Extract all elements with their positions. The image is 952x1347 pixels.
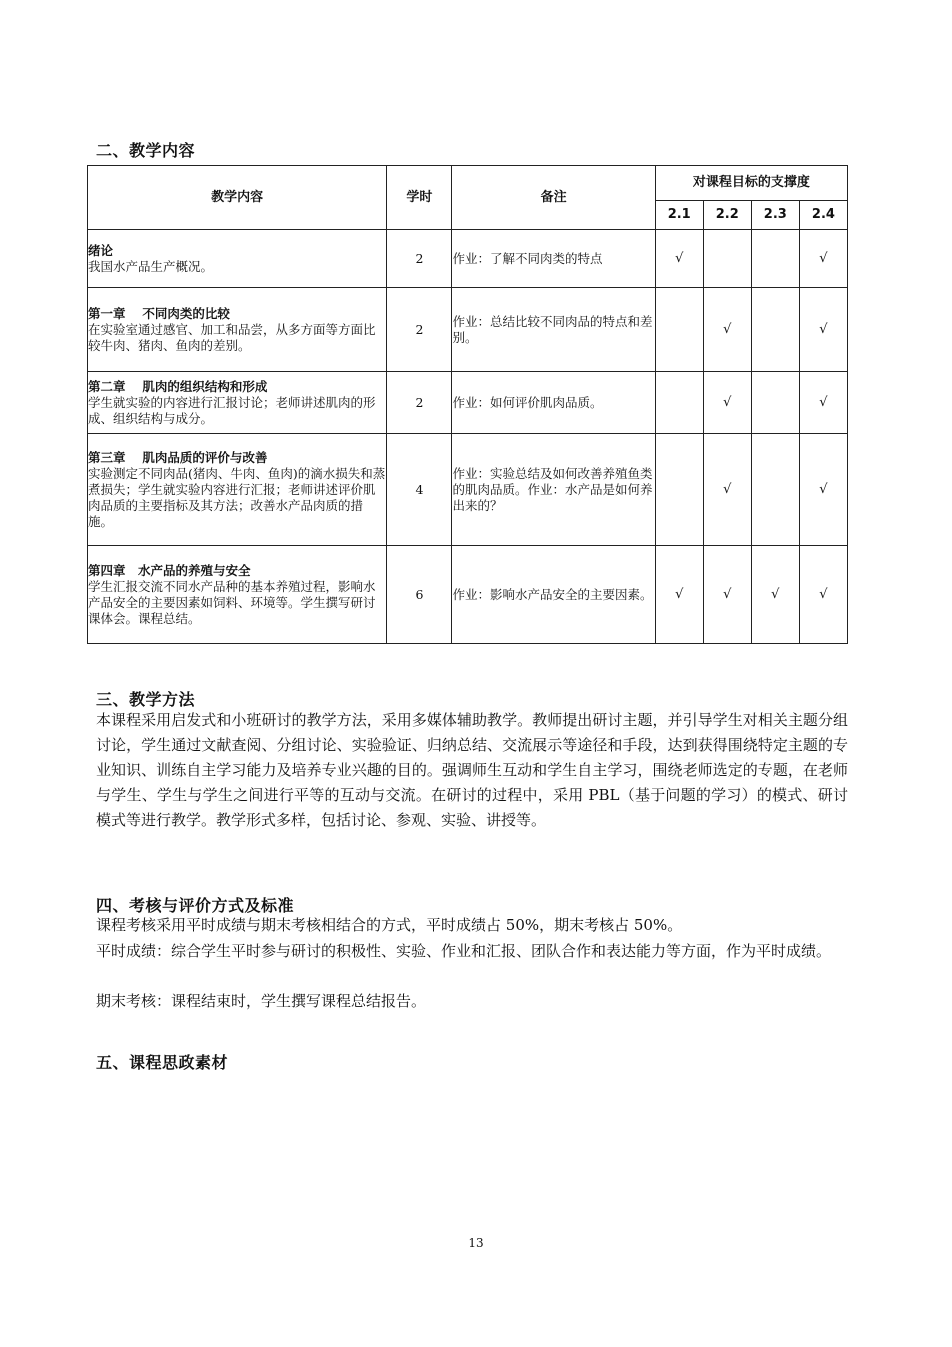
support-mark: √ (655, 546, 703, 644)
support-mark: √ (799, 230, 847, 288)
header-content: 教学内容 (88, 166, 387, 230)
support-mark: √ (751, 546, 799, 644)
hours-cell: 2 (387, 372, 452, 434)
assessment-final-text: 期末考核：课程结束时，学生撰写课程总结报告。 (96, 992, 427, 1010)
note-cell: 作业：总结比较不同肉品的特点和差别。 (452, 288, 655, 372)
chapter-desc: 实验测定不同肉品(猪肉、牛肉、鱼肉)的滴水损失和蒸煮损失；学生就实验内容进行汇报；老师讲述评价肌肉品质的主要指标及其方法；改善水产品肉质的措施。 (88, 465, 386, 529)
section-title-assessment: 四、考核与评价方式及标准 (96, 896, 295, 915)
teaching-content-table (87, 165, 848, 644)
section-title-methods: 三、教学方法 (96, 690, 196, 709)
chapter-desc: 学生就实验的内容进行汇报讨论；老师讲述肌肉的形成、组织结构与成分。 (88, 394, 376, 426)
support-mark: √ (703, 546, 751, 644)
hours-cell: 6 (387, 546, 452, 644)
chapter-title: 第一章 不同肉类的比较 (88, 305, 230, 321)
support-mark: √ (799, 434, 847, 546)
support-mark (655, 372, 703, 434)
section-title-content: 二、教学内容 (96, 141, 196, 160)
note-cell: 作业：了解不同肉类的特点 (452, 230, 655, 288)
chapter-title: 第四章 水产品的养殖与安全 (88, 562, 251, 578)
table-row (88, 372, 848, 434)
hours-cell: 4 (387, 434, 452, 546)
chapter-desc: 在实验室通过感官、加工和品尝，从多方面等方面比较牛肉、猪肉、鱼肉的差别。 (88, 321, 376, 353)
content-cell (88, 546, 387, 644)
support-mark: √ (799, 372, 847, 434)
note-cell: 作业：影响水产品安全的主要因素。 (452, 546, 655, 644)
content-cell (88, 372, 387, 434)
support-mark (751, 434, 799, 546)
header-goal-2-3: 2.3 (751, 201, 799, 230)
header-goal-2-2: 2.2 (703, 201, 751, 230)
chapter-title: 第三章 肌肉品质的评价与改善 (88, 449, 268, 465)
support-mark: √ (703, 372, 751, 434)
page-number: 13 (468, 1236, 484, 1250)
assessment-regular-text: 平时成绩：综合学生平时参与研讨的积极性、实验、作业和汇报、团队合作和表达能力等方面，作为平时成绩。 (96, 942, 832, 960)
support-mark (751, 372, 799, 434)
chapter-desc: 学生汇报交流不同水产品种的基本养殖过程，影响水产品安全的主要因素如饲料、环境等。学生撰写研讨课体会。课程总结。 (88, 578, 376, 626)
support-mark (751, 230, 799, 288)
section-title-ideology: 五、课程思政素材 (96, 1053, 229, 1072)
methods-paragraph: 本课程采用启发式和小班研讨的教学方法，采用多媒体辅助教学。教师提出研讨主题，并引导学生对相关主题分组讨论，学生通过文献查阅、分组讨论、实验验证、归纳总结、交流展示等途径和手段，达到获得围绕特定主题的专业知识、训练自主学习能力及培养专业兴趣的目的。强调师生互动和学生自主学习，围绕老师选定的专题，在老师与学生、学生与学生之间进行平等的互动与交流。在研讨的过程中，采用 PBL（基于问题的学习）的模式、研讨模式等进行教学。教学形式多样，包括讨论、参观、实验、讲授等。 (96, 711, 848, 829)
table-row (88, 434, 848, 546)
support-mark (655, 434, 703, 546)
support-mark: √ (799, 546, 847, 644)
note-cell: 作业：实验总结及如何改善养殖鱼类的肌肉品质。作业：水产品是如何养出来的？ (452, 434, 655, 546)
table-row (88, 288, 848, 372)
support-mark: √ (703, 434, 751, 546)
support-mark (751, 288, 799, 372)
table-row (88, 546, 848, 644)
support-mark (655, 288, 703, 372)
hours-cell: 2 (387, 230, 452, 288)
hours-cell: 2 (387, 288, 452, 372)
support-mark: √ (799, 288, 847, 372)
content-cell (88, 288, 387, 372)
support-mark: √ (703, 288, 751, 372)
assessment-ratio-text: 课程考核采用平时成绩与期末考核相结合的方式，平时成绩占 50%，期末考核占 50%。 (96, 916, 683, 934)
header-notes: 备注 (452, 166, 655, 230)
content-cell (88, 434, 387, 546)
support-mark (703, 230, 751, 288)
table-row (88, 230, 848, 288)
chapter-title: 绪论 (88, 242, 114, 258)
support-mark: √ (655, 230, 703, 288)
content-cell (88, 230, 387, 288)
header-goal-2-1: 2.1 (655, 201, 703, 230)
note-cell: 作业：如何评价肌肉品质。 (452, 372, 655, 434)
header-support: 对课程目标的支撑度 (655, 166, 847, 201)
chapter-title: 第二章 肌肉的组织结构和形成 (88, 378, 268, 394)
header-hours: 学时 (387, 166, 452, 230)
chapter-desc: 我国水产品生产概况。 (88, 258, 214, 274)
header-goal-2-4: 2.4 (799, 201, 847, 230)
